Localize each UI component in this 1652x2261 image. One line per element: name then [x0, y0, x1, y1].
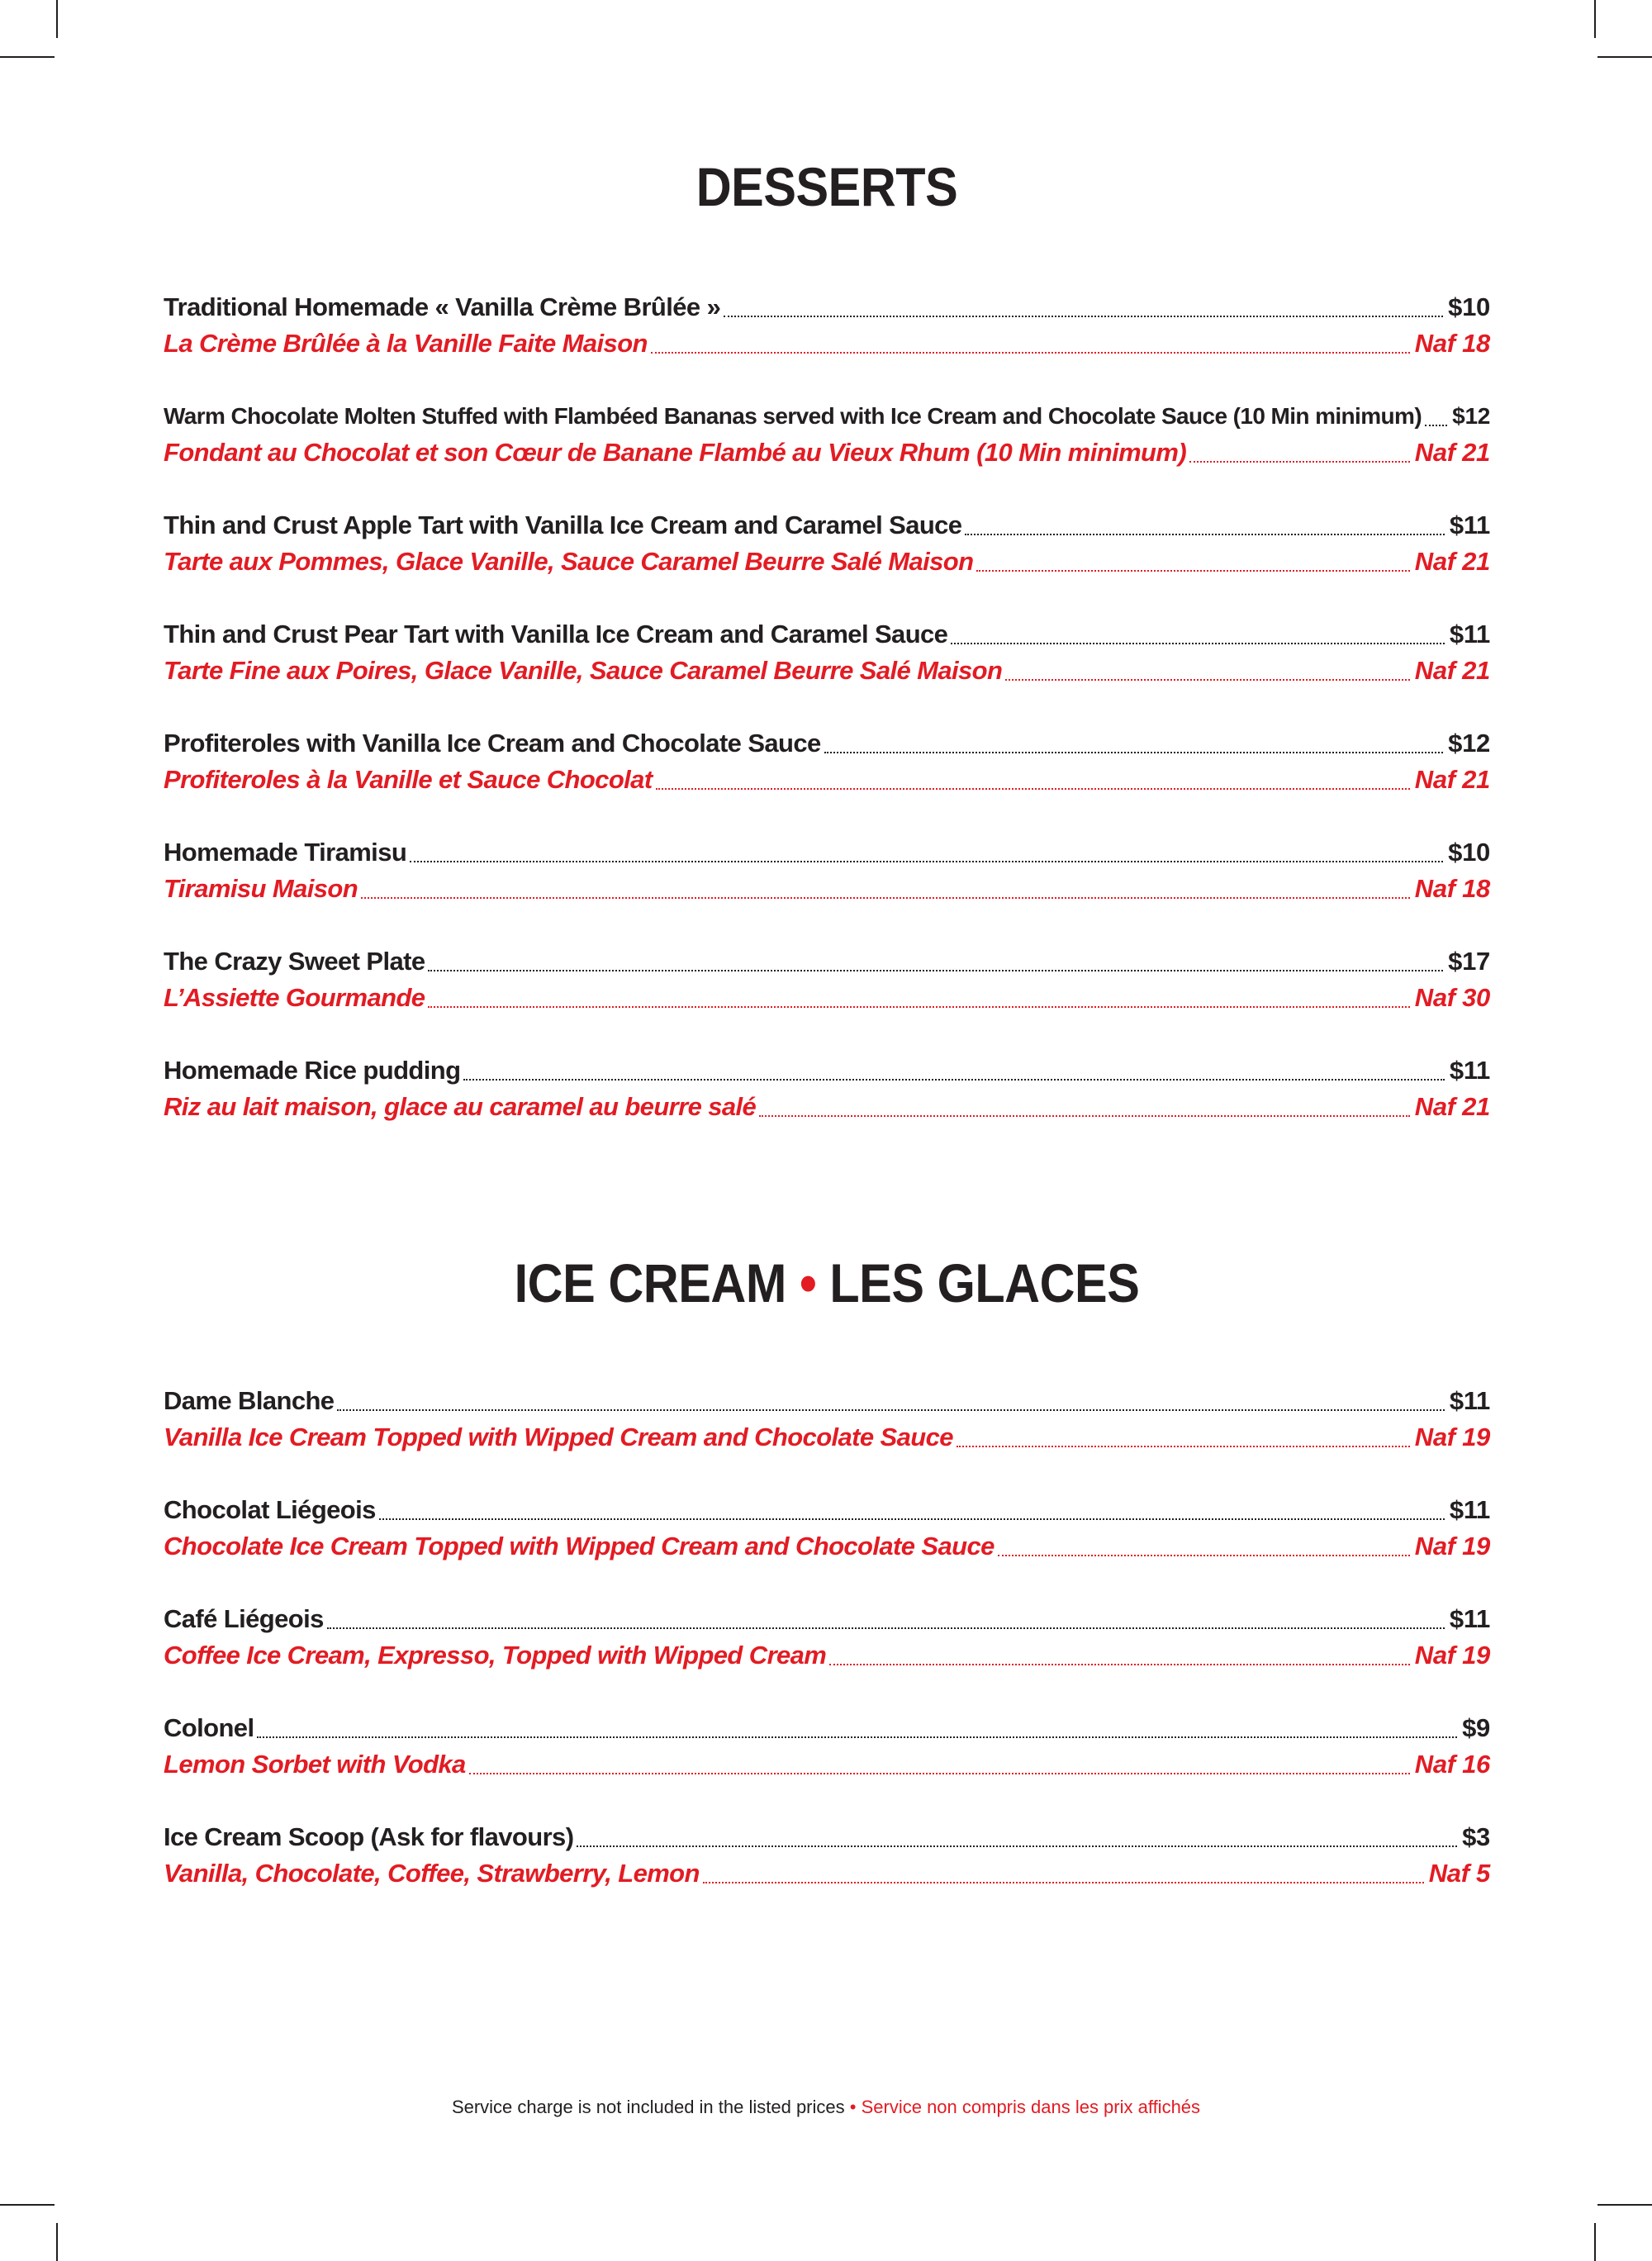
menu-item-french-line	[164, 762, 1490, 798]
dot-leader	[1189, 461, 1410, 463]
price-naf: Naf 16	[1414, 1750, 1490, 1779]
menu-item	[164, 1819, 1490, 1928]
dish-name-en: The Crazy Sweet Plate	[164, 947, 425, 976]
service-note-fr: Service non compris dans les prix affichés	[861, 2097, 1201, 2117]
dot-leader	[428, 1006, 1409, 1008]
menu-item-english-line	[164, 725, 1490, 762]
ice-cream-title-en: ICE CREAM	[514, 1252, 786, 1313]
price-naf: Naf 21	[1414, 765, 1490, 794]
dot-leader	[759, 1115, 1410, 1117]
price-usd: $10	[1448, 838, 1490, 867]
dot-leader	[463, 1079, 1444, 1081]
dish-name-en: Thin and Crust Apple Tart with Vanilla Ice Cream and Caramel Sauce	[164, 511, 962, 539]
dot-leader	[337, 1409, 1444, 1411]
dot-leader	[965, 534, 1444, 535]
menu-item	[164, 289, 1490, 398]
price-naf: Naf 19	[1414, 1641, 1490, 1670]
dish-name-fr: Vanilla, Chocolate, Coffee, Strawberry, Lemon	[164, 1859, 700, 1888]
crop-mark-top-left	[56, 0, 58, 38]
dish-name-en: Traditional Homemade « Vanilla Crème Brûlée »	[164, 292, 721, 321]
price-naf: Naf 5	[1428, 1859, 1490, 1888]
menu-item	[164, 725, 1490, 834]
dot-leader	[327, 1627, 1445, 1629]
ice-cream-title-separator: •	[799, 1252, 817, 1313]
price-naf: Naf 21	[1414, 438, 1490, 467]
dish-name-fr: Chocolate Ice Cream Topped with Wipped Cream and Chocolate Sauce	[164, 1532, 995, 1560]
price-naf: Naf 19	[1414, 1423, 1490, 1451]
price-usd: $12	[1448, 729, 1490, 758]
price-usd: $11	[1449, 1495, 1490, 1524]
dot-leader	[361, 897, 1410, 899]
dish-name-fr: La Crème Brûlée à la Vanille Faite Maison	[164, 329, 648, 358]
menu-item-english-line	[164, 1383, 1490, 1419]
dish-name-en: Café Liégeois	[164, 1604, 324, 1633]
menu-item	[164, 1601, 1490, 1710]
menu-item-english-line	[164, 1710, 1490, 1746]
dot-leader	[469, 1773, 1410, 1774]
menu-item	[164, 398, 1490, 507]
menu-item-french-line	[164, 435, 1490, 471]
dot-leader	[724, 316, 1443, 317]
price-naf: Naf 21	[1414, 547, 1490, 576]
dish-name-en: Colonel	[164, 1713, 254, 1742]
dish-name-en: Dame Blanche	[164, 1386, 335, 1415]
dish-name-en: Ice Cream Scoop (Ask for flavours)	[164, 1822, 574, 1851]
dot-leader	[410, 861, 1443, 862]
dot-leader	[829, 1664, 1409, 1665]
dot-leader	[951, 643, 1445, 644]
menu-item	[164, 834, 1490, 943]
crop-mark-bottom-left	[56, 2223, 58, 2261]
menu-item	[164, 1052, 1490, 1161]
dish-name-en: Homemade Tiramisu	[164, 838, 407, 867]
menu-item-french-line	[164, 653, 1490, 689]
menu-item-french-line	[164, 980, 1490, 1016]
price-usd: $11	[1449, 1604, 1490, 1633]
dot-leader	[656, 788, 1410, 790]
menu-item-english-line	[164, 1492, 1490, 1528]
crop-mark-top-left-h	[0, 56, 55, 58]
price-usd: $11	[1449, 620, 1490, 648]
menu-item	[164, 507, 1490, 616]
menu-item-english-line	[164, 834, 1490, 871]
menu-item-french-line	[164, 1855, 1490, 1892]
menu-item	[164, 1383, 1490, 1492]
price-usd: $10	[1448, 292, 1490, 321]
dot-leader	[428, 970, 1443, 971]
menu-item-french-line	[164, 1746, 1490, 1783]
dot-leader	[957, 1446, 1410, 1447]
dot-leader	[703, 1882, 1424, 1883]
dish-name-fr: Tiramisu Maison	[164, 874, 358, 903]
price-usd: $11	[1449, 1056, 1490, 1085]
menu-item-english-line	[164, 616, 1490, 653]
dot-leader	[577, 1845, 1457, 1847]
dish-name-en: Thin and Crust Pear Tart with Vanilla Ice Cream and Caramel Sauce	[164, 620, 948, 648]
dot-leader	[379, 1518, 1445, 1520]
price-naf: Naf 21	[1414, 656, 1490, 685]
dot-leader	[651, 352, 1410, 354]
menu-item	[164, 1492, 1490, 1601]
dot-leader	[998, 1555, 1410, 1556]
menu-item-french-line	[164, 1419, 1490, 1456]
menu-item-french-line	[164, 1528, 1490, 1565]
dish-name-fr: L’Assiette Gourmande	[164, 983, 425, 1012]
dish-name-fr: Tarte aux Pommes, Glace Vanille, Sauce Caramel Beurre Salé Maison	[164, 547, 974, 576]
dish-name-en: Chocolat Liégeois	[164, 1495, 376, 1524]
price-usd: $3	[1462, 1822, 1490, 1851]
menu-item-english-line	[164, 507, 1490, 544]
crop-mark-top-right	[1594, 0, 1596, 38]
menu-item	[164, 943, 1490, 1052]
menu-item-english-line	[164, 289, 1490, 325]
dish-name-en: Profiteroles with Vanilla Ice Cream and Chocolate Sauce	[164, 729, 821, 758]
menu-item-english-line	[164, 1601, 1490, 1637]
dish-name-fr: Tarte Fine aux Poires, Glace Vanille, Sauce Caramel Beurre Salé Maison	[164, 656, 1003, 685]
dish-name-fr: Profiteroles à la Vanille et Sauce Chocolat	[164, 765, 653, 794]
price-naf: Naf 21	[1414, 1092, 1490, 1121]
price-naf: Naf 19	[1414, 1532, 1490, 1560]
price-naf: Naf 18	[1414, 874, 1490, 903]
menu-item-french-line	[164, 325, 1490, 362]
menu-item-french-line	[164, 871, 1490, 907]
dish-name-fr: Fondant au Chocolat et son Cœur de Banane Flambé au Vieux Rhum (10 Min minimum)	[164, 438, 1187, 467]
dot-leader	[824, 752, 1444, 753]
menu-item-english-line	[164, 1819, 1490, 1855]
dot-leader	[1005, 679, 1409, 681]
service-note-separator: •	[849, 2097, 857, 2117]
crop-mark-bottom-right	[1594, 2223, 1596, 2261]
price-usd: $9	[1462, 1713, 1490, 1742]
dish-name-en: Warm Chocolate Molten Stuffed with Flambéed Bananas served with Ice Cream and Chocolate Sauce (10 Min minimum)	[164, 403, 1422, 429]
desserts-title-text: DESSERTS	[695, 156, 958, 217]
menu-item-french-line	[164, 544, 1490, 580]
dot-leader	[257, 1736, 1457, 1738]
dish-name-fr: Coffee Ice Cream, Expresso, Topped with Wipped Cream	[164, 1641, 827, 1670]
price-naf: Naf 30	[1414, 983, 1490, 1012]
dish-name-en: Homemade Rice pudding	[164, 1056, 461, 1085]
ice-cream-title	[230, 1250, 1423, 1316]
dish-name-fr: Vanilla Ice Cream Topped with Wipped Cream and Chocolate Sauce	[164, 1423, 953, 1451]
menu-item	[164, 1710, 1490, 1819]
dish-name-fr: Lemon Sorbet with Vodka	[164, 1750, 466, 1779]
menu-item-english-line	[164, 1052, 1490, 1089]
ice-cream-title-fr: LES GLACES	[829, 1252, 1140, 1313]
service-note-en: Service charge is not included in the listed prices	[451, 2097, 845, 2117]
dot-leader	[1425, 425, 1447, 426]
price-naf: Naf 18	[1414, 329, 1490, 358]
menu-item-english-line	[164, 943, 1490, 980]
price-usd: $11	[1449, 1386, 1490, 1415]
crop-mark-bottom-left-h	[0, 2204, 55, 2206]
service-note	[0, 2097, 1652, 2118]
price-usd: $17	[1448, 947, 1490, 976]
crop-mark-bottom-right-h	[1597, 2204, 1652, 2206]
menu-item-english-line	[164, 398, 1490, 435]
menu-item-french-line	[164, 1089, 1490, 1125]
dish-name-fr: Riz au lait maison, glace au caramel au beurre salé	[164, 1092, 757, 1121]
menu-item	[164, 616, 1490, 725]
dot-leader	[976, 570, 1409, 572]
price-usd: $12	[1452, 403, 1490, 429]
crop-mark-top-right-h	[1597, 56, 1652, 58]
menu-item-french-line	[164, 1637, 1490, 1674]
desserts-title	[230, 154, 1423, 220]
ice-cream-list	[164, 1383, 1490, 1928]
desserts-list	[164, 289, 1490, 1161]
price-usd: $11	[1449, 511, 1490, 539]
